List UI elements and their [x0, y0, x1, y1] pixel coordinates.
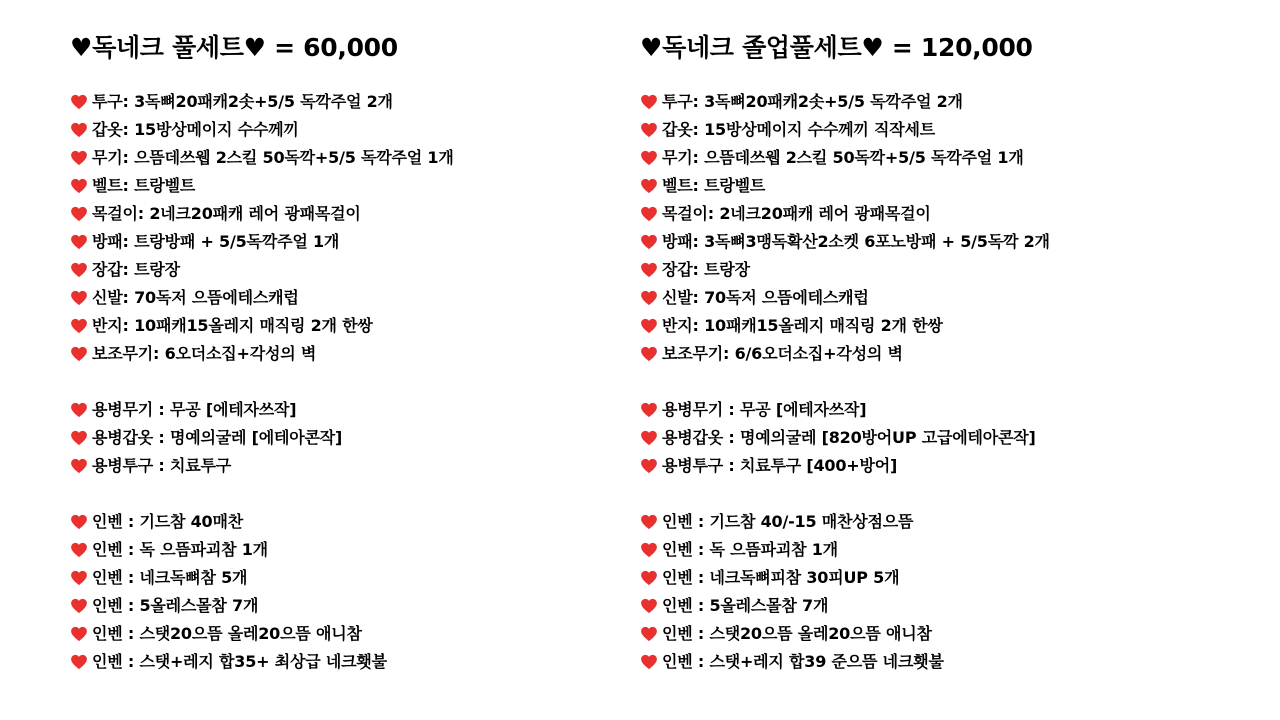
heart-icon — [640, 597, 658, 615]
heart-icon — [70, 401, 88, 419]
list-item — [640, 592, 1260, 620]
list-item — [70, 144, 610, 172]
heart-icon — [640, 541, 658, 559]
heart-icon — [640, 289, 658, 307]
list-item-text: 벨트: 트랑벨트 — [662, 176, 766, 195]
heart-icon — [70, 625, 88, 643]
heart-icon — [70, 457, 88, 475]
heart-icon — [70, 345, 88, 363]
heart-icon — [70, 149, 88, 167]
list-item — [70, 228, 610, 256]
list-item — [70, 592, 610, 620]
list-item-text: 용병무기 : 무공 [에테자쓰작] — [662, 400, 867, 419]
heart-icon — [70, 597, 88, 615]
list-item-text: 인벤 : 독 으뜸파괴참 1개 — [662, 540, 838, 559]
list-item — [640, 396, 1260, 424]
right-title: ♥독네크 졸업풀세트♥ = 120,000 — [640, 33, 1033, 62]
list-item — [70, 620, 610, 648]
heart-icon — [70, 233, 88, 251]
left-groups — [70, 88, 610, 676]
list-item-text: 목걸이: 2네크20패캐 레어 광패목걸이 — [662, 204, 931, 223]
list-item — [640, 228, 1260, 256]
list-item-text: 인벤 : 5올레스몰참 7개 — [92, 596, 259, 615]
list-item-text: 무기: 으뜸데쓰웹 2스킬 50독깍+5/5 독깍주얼 1개 — [662, 148, 1024, 167]
list-item-text: 보조무기: 6/6오더소집+각성의 벽 — [662, 344, 903, 363]
heart-icon — [70, 93, 88, 111]
heart-icon — [70, 177, 88, 195]
list-item-text: 인벤 : 네크독뼈피참 30피UP 5개 — [662, 568, 900, 587]
list-item-text: 용병갑옷 : 명예의굴레 [에테아콘작] — [92, 428, 343, 447]
right-groups — [640, 88, 1260, 676]
list-item — [640, 256, 1260, 284]
list-item — [640, 144, 1260, 172]
heart-icon — [640, 625, 658, 643]
heart-icon — [640, 233, 658, 251]
list-item-text: 인벤 : 5올레스몰참 7개 — [662, 596, 829, 615]
list-item — [70, 396, 610, 424]
list-item — [640, 648, 1260, 676]
heart-icon — [640, 121, 658, 139]
list-item — [640, 340, 1260, 368]
list-item — [70, 88, 610, 116]
list-item-text: 장갑: 트랑장 — [92, 260, 180, 279]
left-group — [70, 396, 610, 480]
right-group — [640, 88, 1260, 368]
list-item — [70, 564, 610, 592]
list-item-text: 벨트: 트랑벨트 — [92, 176, 196, 195]
heart-icon — [640, 261, 658, 279]
list-item-text: 보조무기: 6오더소집+각성의 벽 — [92, 344, 317, 363]
heart-icon — [640, 317, 658, 335]
left-price-list — [70, 30, 610, 676]
list-item — [640, 172, 1260, 200]
list-item — [70, 508, 610, 536]
heart-icon — [640, 93, 658, 111]
list-item — [70, 452, 610, 480]
heart-icon — [640, 457, 658, 475]
list-item-text: 신발: 70독저 으뜸에테스캐럽 — [92, 288, 299, 307]
heart-icon — [70, 121, 88, 139]
list-item — [70, 284, 610, 312]
list-item — [70, 172, 610, 200]
list-item-text: 인벤 : 기드참 40매찬 — [92, 512, 243, 531]
heart-icon — [70, 569, 88, 587]
list-item — [640, 536, 1260, 564]
left-title: ♥독네크 풀세트♥ = 60,000 — [70, 33, 398, 62]
list-item — [640, 620, 1260, 648]
list-item-text: 무기: 으뜸데쓰웹 2스킬 50독깍+5/5 독깍주얼 1개 — [92, 148, 454, 167]
list-item-text: 인벤 : 네크독뼈참 5개 — [92, 568, 248, 587]
list-item-text: 용병갑옷 : 명예의굴레 [820방어UP 고급에테아콘작] — [662, 428, 1036, 447]
list-item-text: 반지: 10패캐15올레지 매직링 2개 한쌍 — [92, 316, 373, 335]
heart-icon — [70, 513, 88, 531]
list-item-text: 방패: 3독뼈3맹독확산2소켓 6포노방패 + 5/5독깍 2개 — [662, 232, 1050, 251]
list-item — [640, 508, 1260, 536]
list-item — [70, 312, 610, 340]
heart-icon — [70, 429, 88, 447]
list-item — [640, 564, 1260, 592]
list-item — [70, 200, 610, 228]
list-item — [640, 312, 1260, 340]
list-item-text: 투구: 3독뼈20패캐2솟+5/5 독깍주얼 2개 — [662, 92, 963, 111]
right-group — [640, 396, 1260, 480]
heart-icon — [70, 541, 88, 559]
list-item — [70, 424, 610, 452]
list-item-text: 인벤 : 스탯+레지 합35+ 최상급 네크횃불 — [92, 652, 387, 671]
list-item — [70, 256, 610, 284]
heart-icon — [640, 653, 658, 671]
left-group — [70, 88, 610, 368]
list-item-text: 인벤 : 독 으뜸파괴참 1개 — [92, 540, 268, 559]
list-item-text: 인벤 : 스탯20으뜸 올레20으뜸 애니참 — [662, 624, 932, 643]
right-price-list — [640, 30, 1260, 676]
list-item — [640, 284, 1260, 312]
list-item-text: 용병투구 : 치료투구 — [92, 456, 231, 475]
list-item — [70, 536, 610, 564]
list-item-text: 인벤 : 스탯+레지 합39 준으뜸 네크횃불 — [662, 652, 944, 671]
heart-icon — [70, 317, 88, 335]
list-item — [70, 648, 610, 676]
heart-icon — [640, 513, 658, 531]
list-item — [640, 424, 1260, 452]
list-item-text: 용병투구 : 치료투구 [400+방어] — [662, 456, 898, 475]
heart-icon — [70, 205, 88, 223]
heart-icon — [640, 149, 658, 167]
list-item-text: 장갑: 트랑장 — [662, 260, 750, 279]
left-group — [70, 508, 610, 676]
heart-icon — [640, 401, 658, 419]
heart-icon — [70, 261, 88, 279]
heart-icon — [640, 569, 658, 587]
list-item-text: 신발: 70독저 으뜸에테스캐럽 — [662, 288, 869, 307]
right-group — [640, 508, 1260, 676]
heart-icon — [640, 177, 658, 195]
list-item-text: 용병무기 : 무공 [에테자쓰작] — [92, 400, 297, 419]
heart-icon — [640, 429, 658, 447]
list-item-text: 인벤 : 스탯20으뜸 올레20으뜸 애니참 — [92, 624, 362, 643]
heart-icon — [70, 653, 88, 671]
list-item — [70, 340, 610, 368]
heart-icon — [640, 205, 658, 223]
list-item-text: 방패: 트랑방패 + 5/5독깍주얼 1개 — [92, 232, 340, 251]
list-item-text: 갑옷: 15방상메이지 수수께끼 — [92, 120, 299, 139]
list-item — [640, 452, 1260, 480]
list-item — [640, 88, 1260, 116]
list-item-text: 반지: 10패캐15올레지 매직링 2개 한쌍 — [662, 316, 943, 335]
list-item-text: 인벤 : 기드참 40/-15 매찬상점으뜸 — [662, 512, 914, 531]
list-item — [640, 116, 1260, 144]
list-item-text: 갑옷: 15방상메이지 수수께끼 직작세트 — [662, 120, 936, 139]
list-item-text: 목걸이: 2네크20패캐 레어 광패목걸이 — [92, 204, 361, 223]
list-item — [70, 116, 610, 144]
heart-icon — [70, 289, 88, 307]
heart-icon — [640, 345, 658, 363]
list-item — [640, 200, 1260, 228]
list-item-text: 투구: 3독뼈20패캐2솟+5/5 독깍주얼 2개 — [92, 92, 393, 111]
